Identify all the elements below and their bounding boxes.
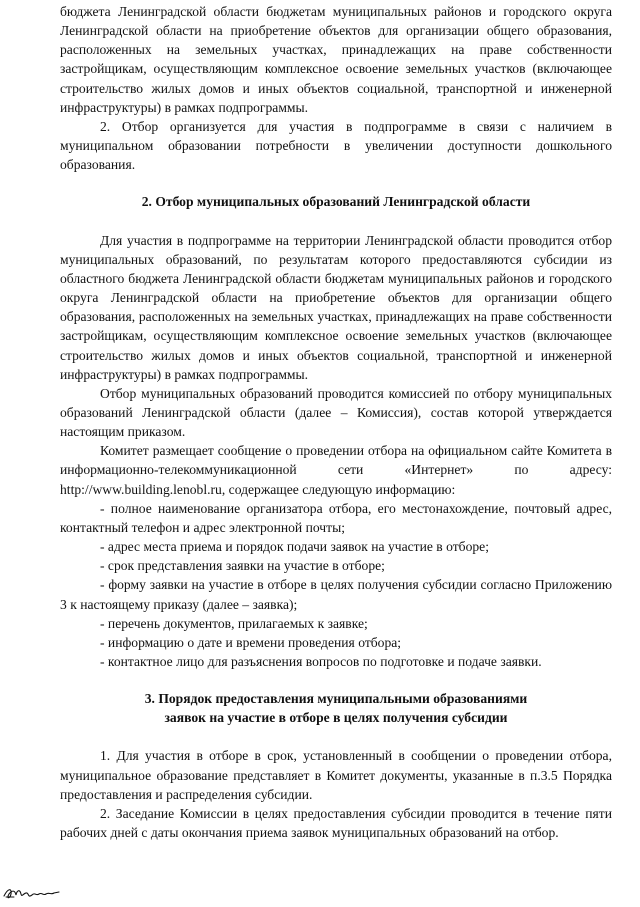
section3-heading-line-2: заявок на участие в отборе в целях получения субсидии [164, 710, 508, 726]
section2-paragraph-3 [60, 441, 612, 498]
section3-heading-line-1: 3. Порядок предоставления муниципальными образованиями [144, 691, 528, 707]
section2-paragraph-1: Для участия в подпрограмме на территории Ленинградской области проводится отбор муниципальных образований, по результатам которого предоставляются субсидии из областного бюджета Ленинградской области бюджетам муниципальных районов и городского округа Ленинградской области на приобретение объектов для организации общего образования, расположенных на земельных участках, принадлежащих на праве собственности застройщикам, осуществляющим комплексное освоение земельных участков (включающее строительство жилых домов и иных объектов социальной, транспортной и инженерной инфраструктуры) в рамках подпрограммы. [60, 232, 612, 382]
info-list-item: - информацию о дате и времени проведения отбора; [100, 634, 402, 650]
info-list-item: - адрес места приема и порядок подачи заявок на участие в отборе; [100, 539, 489, 555]
info-list-item: - контактное лицо для разъяснения вопросов по подготовке и подаче заявки. [100, 654, 542, 669]
info-list-item: - перечень документов, прилагаемых к заявке; [100, 615, 368, 631]
info-list-item: - срок представления заявки на участие в отборе; [100, 558, 385, 574]
spacer [60, 174, 612, 192]
section3-point-1: 1. Для участия в отборе в срок, установленный в сообщении о проведении отбора, муниципальное образование представляет в Комитет документы, указанные в п.3.5 Порядка предоставления и распределения субсидии. [60, 748, 612, 802]
website-link[interactable]: http://www.building.lenobl.ru [60, 481, 222, 497]
spacer [60, 727, 612, 746]
spacer [60, 671, 612, 689]
document-page [60, 2, 612, 842]
intro-paragraph: бюджета Ленинградской области бюджетам муниципальных районов и городского округа Ленинградской области на приобретение объектов для организации общего образования, расположенных на земельных участках, принадлежащих на праве собственности застройщикам, осуществляющим комплексное освоение земельных участков (включающее строительство жилых домов и иных объектов социальной, транспортной и инженерной инфраструктуры) в рамках подпрограммы. [60, 4, 612, 115]
section2-paragraph-2: Отбор муниципальных образований проводится комиссией по отбору муниципальных образований Ленинградской области (далее – Комиссия), состав которой утверждается настоящим приказом. [60, 385, 612, 440]
info-list-item: - полное наименование организатора отбора, его местонахождение, почтовый адрес, контактный телефон и адрес электронной почты; [60, 500, 612, 535]
info-list-item: - форму заявки на участие в отборе в целях получения субсидии согласно Приложению 3 к настоящему приказу (далее – заявка); [60, 577, 612, 612]
paragraph-text: Комитет размещает сообщение о проведении отбора на официальном сайте Комитета в информационно-телекоммуникационной сети «Интернет» по адресу: [60, 443, 612, 478]
section2-heading: 2. Отбор муниципальных образований Ленинградской области [141, 194, 531, 210]
paragraph-text: , содержащее следующую информацию: [221, 481, 456, 497]
handwritten-signature-icon [2, 884, 62, 902]
spacer [60, 212, 612, 231]
section3-point-2: 2. Заседание Комиссии в целях предоставления субсидии проводится в течение пяти рабочих дней с даты окончания приема заявок муниципальных образований на отбор. [60, 805, 612, 841]
section1-point-2: 2. Отбор организуется для участия в подпрограмме в связи с наличием в муниципальном образовании потребности в увеличении доступности дошкольного образования. [60, 118, 612, 173]
